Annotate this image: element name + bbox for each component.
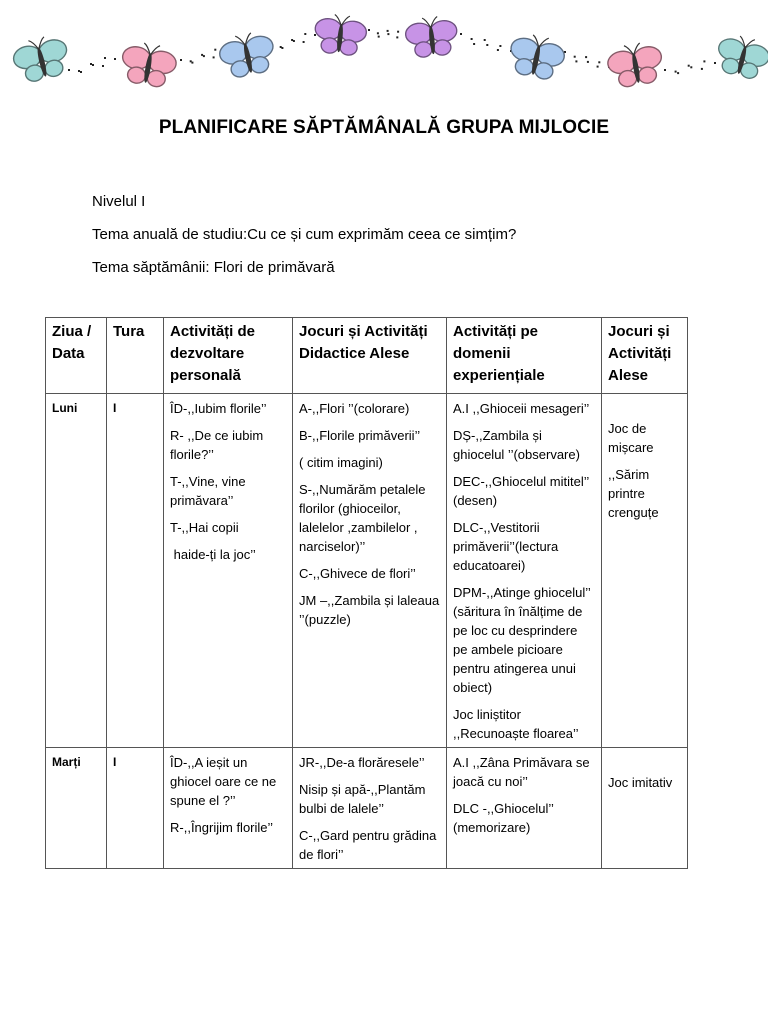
entry: C-,,Ghivece de flori’’ xyxy=(299,566,416,581)
entry: S-,,Numărăm petalele florilor (ghioceilor, lalelelor ,zambilelor , narciselor)’’ xyxy=(299,482,426,554)
butterfly-icon xyxy=(118,40,178,90)
entry: Joc de mișcare xyxy=(608,421,654,455)
entry: B-,,Florile primăverii’’ xyxy=(299,428,421,443)
row-personal xyxy=(164,748,293,869)
level-line: Nivelul I xyxy=(92,193,146,210)
entry: ( citim imagini) xyxy=(299,455,383,470)
row-domains xyxy=(447,748,602,869)
row-shift: I xyxy=(107,748,164,869)
row-personal xyxy=(164,394,293,748)
header-didactic: Jocuri și Activități Didactice Alese xyxy=(293,318,447,394)
entry: T-,,Hai copii xyxy=(170,520,239,535)
annual-theme-line: Tema anuală de studiu:Cu ce și cum exprimăm ceea ce simțim? xyxy=(92,226,517,243)
row-alese xyxy=(602,748,688,869)
table-header-row xyxy=(46,318,688,394)
butterfly-icon xyxy=(217,29,278,80)
butterfly-icon xyxy=(313,13,368,57)
butterfly-icon xyxy=(713,32,768,82)
entry: C-,,Gard pentru grădina de flori’’ xyxy=(299,828,437,862)
table-row xyxy=(46,394,688,748)
butterfly-icon xyxy=(10,32,72,85)
entry: haide-ți la joc’’ xyxy=(170,547,256,562)
header-shift: Tura xyxy=(107,318,164,394)
row-shift: I xyxy=(107,394,164,748)
entry: DPM-,,Atinge ghiocelul’’ (săritura în înălțime de pe loc cu desprindere pe ambele picioare pentru atingerea unui obiect) xyxy=(453,585,591,695)
row-day: Marți xyxy=(46,748,107,869)
entry: Nisip și apă-,,Plantăm bulbi de lalele’’ xyxy=(299,782,426,816)
butterfly-icon xyxy=(605,40,665,90)
butterfly-border xyxy=(0,10,768,90)
entry: T-,,Vine, vine primăvara’’ xyxy=(170,474,246,508)
butterfly-icon xyxy=(506,31,567,82)
row-didactic xyxy=(293,394,447,748)
entry: Joc liniștitor ,,Recunoaște floarea’’ xyxy=(453,707,579,741)
entry: DLC-,,Vestitorii primăverii’’(lectura educatoarei) xyxy=(453,520,559,573)
row-didactic xyxy=(293,748,447,869)
weekly-theme-line: Tema săptămânii: Flori de primăvară xyxy=(92,259,335,276)
entry: DLC -,,Ghiocelul’’ (memorizare) xyxy=(453,801,554,835)
row-day: Luni xyxy=(46,394,107,748)
entry: Joc imitativ xyxy=(608,775,673,790)
row-alese xyxy=(602,394,688,748)
page-title: PLANIFICARE SĂPTĂMÂNALĂ GRUPA MIJLOCIE xyxy=(158,117,610,138)
header-personal: Activități de dezvoltare personală xyxy=(164,318,293,394)
header-day: Ziua / Data xyxy=(46,318,107,394)
entry: ÎD-,,Iubim florile’’ xyxy=(170,401,267,416)
entry: JR-,,De-a florăresele’’ xyxy=(299,755,425,770)
row-domains xyxy=(447,394,602,748)
entry: A.I ,,Zâna Primăvara se joacă cu noi’’ xyxy=(453,755,590,789)
weekly-plan-table xyxy=(45,317,688,869)
entry: ,,Sărim printre crenguțe xyxy=(608,467,659,520)
entry: JM –,,Zambila și laleaua ’’(puzzle) xyxy=(299,593,440,627)
entry: R-,,Îngrijim florile’’ xyxy=(170,820,274,835)
table-row xyxy=(46,748,688,869)
entry: R- ,,De ce iubim florile?’’ xyxy=(170,428,264,462)
entry: A-,,Flori ’’(colorare) xyxy=(299,401,410,416)
header-alese: Jocuri și Activități Alese xyxy=(602,318,688,394)
entry: DEC-,,Ghiocelul mititel’’ (desen) xyxy=(453,474,589,508)
entry: A.I ,,Ghioceii mesageri’’ xyxy=(453,401,590,416)
header-domains: Activități pe domenii experiențiale xyxy=(447,318,602,394)
entry: ÎD-,,A ieșit un ghiocel oare ce ne spune el ?’’ xyxy=(170,755,277,808)
butterfly-icon xyxy=(404,15,459,59)
entry: DȘ-,,Zambila și ghiocelul ’’(observare) xyxy=(453,428,580,462)
